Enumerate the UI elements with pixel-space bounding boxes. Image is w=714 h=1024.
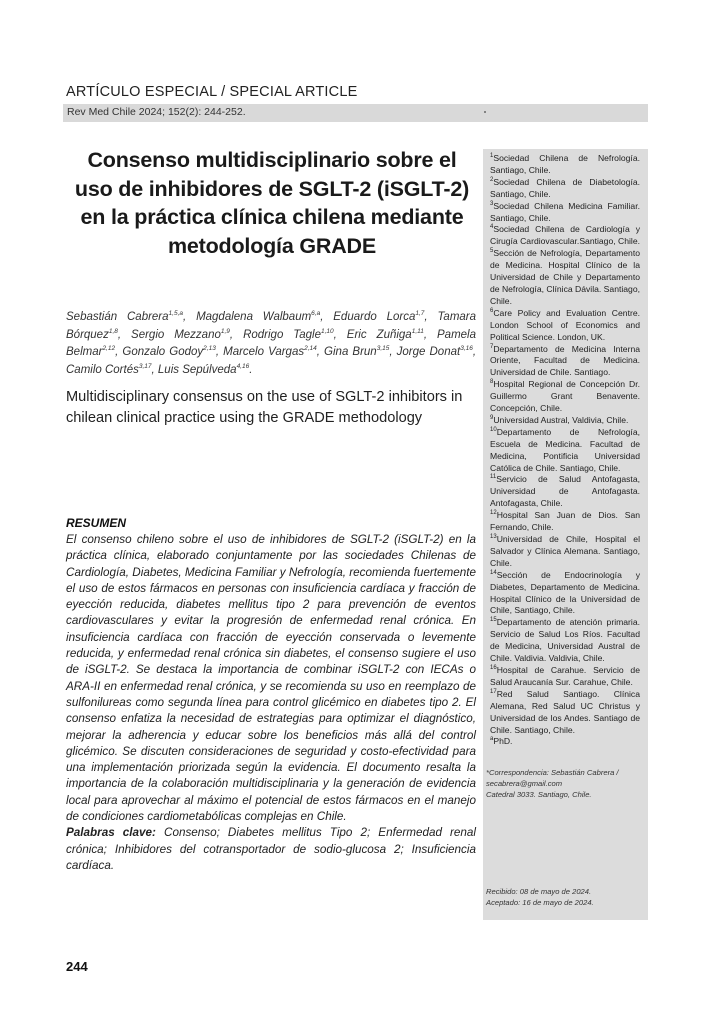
correspondence-line: *Correspondencia: Sebastián Cabrera / secabrera@gmail.com — [486, 768, 619, 788]
author-separator: , — [389, 346, 397, 358]
affiliation-item — [490, 415, 640, 427]
affiliation-marker: 8 — [490, 379, 494, 386]
author-separator: , — [320, 311, 334, 323]
author-affiliation-marker: 1,11 — [411, 327, 424, 335]
author-separator: , — [316, 346, 325, 358]
affiliation-item — [490, 224, 640, 248]
author-name: Luis Sepúlveda — [157, 363, 237, 376]
author-affiliation-marker: 1,7 — [415, 310, 425, 318]
author — [324, 346, 397, 358]
affiliation-text: Sociedad Chilena Medicina Familiar. Santiago, Chile. — [490, 200, 640, 223]
author-name: Marcelo Vargas — [223, 346, 305, 358]
author — [131, 329, 243, 341]
affiliations-sidebar — [483, 149, 648, 920]
affiliation-item — [490, 474, 640, 510]
author-name: Rodrigo Tagle — [243, 328, 321, 341]
accepted-date: Aceptado: 16 de mayo de 2024. — [486, 897, 594, 907]
affiliation-text: Hospital de Carahue. Servicio de Salud Araucanía Sur. Carahue, Chile. — [490, 664, 640, 687]
author — [243, 329, 347, 341]
affiliation-text: Servicio de Salud Antofagasta, Universidad de Antofagasta. Antofagasta, Chile. — [490, 474, 640, 509]
author — [397, 346, 476, 358]
affiliation-marker: 7 — [490, 343, 494, 350]
author — [66, 364, 158, 376]
received-date: Recibido: 08 de mayo de 2024. — [486, 887, 592, 896]
affiliation-item — [490, 153, 640, 177]
affiliation-text: Sociedad Chilena de Nefrología. Santiago, Chile. — [490, 153, 640, 175]
resumen-body — [66, 532, 476, 874]
affiliation-marker: a — [490, 736, 494, 743]
affiliation-marker: 17 — [490, 688, 497, 695]
author — [333, 311, 437, 323]
author — [196, 311, 333, 323]
correspondence — [486, 768, 646, 800]
affiliation-item — [490, 665, 640, 689]
affiliation-item — [490, 177, 640, 201]
author-separator: , — [183, 311, 197, 323]
author-affiliation-marker: 1,5,a — [168, 310, 184, 318]
affiliation-marker: 11 — [490, 474, 497, 481]
author-affiliation-marker: 6,a — [311, 310, 321, 318]
author-affiliation-marker: 2,13 — [203, 345, 216, 353]
author-affiliation-marker: 1,9 — [220, 327, 230, 335]
affiliation-text: Sociedad Chilena de Diabetología. Santiago, Chile. — [490, 176, 640, 199]
affiliation-item — [490, 201, 640, 225]
resumen-text: El consenso chileno sobre el uso de inhibidores de SGLT-2 (iSGLT-2) en la práctica clínica, elaborado conjuntamente por las sociedades Chilenas de Cardiología, Diabetes, Medicina Familiar y Nefrología, recomienda fuertemente el uso de estos fármacos en personas con insuficiencia cardíaca y fracción de eyección reducida, diabetes mellitus tipo 2 para prevención de eventos cardiovasculares y evitar la progresión de enfermedad renal crónica. En insuficiencia cardíaca con fracción de eyección conservada o levemente reducida, y enfermedad renal crónica sin diabetes, el consenso sugiere el uso de iSGLT-2. Se destaca la importancia de combinar iSGLT-2 con IECAs o ARA-II en enfermedad renal crónica, y se recomienda su uso en reemplazo de sulfonilureas como segunda línea para control glicémico en diabetes tipo 2. El consenso enfatiza la necesidad de estrategias para optimizar el diagnóstico, mejorar la adherencia y educar sobre los beneficios más allá del control glicémico. Se discuten consideraciones de seguridad y costo-efectividad para una implementación priorizada según la evidencia. El documento resalta la importancia de la colaboración multidisciplinaria y la generación de evidencia local para aprovechar al máximo el potencial de estos fármacos en el manejo de condiciones cardiometabólicas complejas en Chile. — [66, 533, 476, 824]
author-name: Sebastián Cabrera — [66, 311, 169, 323]
resumen-heading: RESUMEN — [66, 516, 127, 530]
author-name: Jorge Donat — [396, 346, 461, 358]
author-name: Magdalena Walbaum — [196, 311, 312, 323]
author-separator: , — [333, 328, 347, 341]
affiliation-text: Departamento de Medicina Interna Oriente, Facultad de Medicina. Universidad de Chile. Santiago. — [490, 343, 640, 378]
citation-bar — [63, 104, 648, 122]
affiliation-marker: 12 — [490, 510, 497, 517]
author-affiliation-marker: 3,15 — [376, 345, 390, 353]
affiliation-item — [490, 308, 640, 344]
affiliation-marker: 2 — [490, 176, 494, 183]
page-number: 244 — [66, 959, 88, 974]
affiliation-item — [490, 344, 640, 380]
author — [66, 311, 196, 323]
author — [223, 346, 324, 358]
author-affiliation-marker: 2,12 — [102, 345, 116, 353]
author-name: Sergio Mezzano — [131, 328, 221, 341]
affiliation-marker: 1 — [490, 153, 494, 160]
affiliation-text: Departamento de atención primaria. Servicio de Salud Los Ríos. Facultad de Medicina, Universidad Austral de Chile. Valdivia. Valdivia, Chile. — [490, 617, 640, 664]
affiliation-marker: 14 — [490, 569, 497, 576]
author-affiliation-marker: 3,17 — [138, 362, 152, 370]
correspondence-address: Catedral 3033. Santiago, Chile. — [486, 789, 592, 799]
section-label: ARTÍCULO ESPECIAL / SPECIAL ARTICLE — [66, 84, 358, 100]
author-name: Eric Zuñiga — [346, 328, 412, 341]
author-separator: , — [215, 346, 224, 358]
author-separator: , — [424, 311, 438, 323]
author — [347, 329, 437, 341]
author-affiliation-marker: 2,14 — [304, 345, 317, 353]
affiliation-text: Hospital Regional de Concepción Dr. Guillermo Grant Benavente. Concepción, Chile. — [490, 379, 640, 414]
author-affiliation-marker: 1,10 — [321, 327, 334, 335]
author-name: Gonzalo Godoy — [122, 346, 204, 358]
affiliation-text: Sección de Endocrinología y Diabetes, Departamento de Medicina. Hospital Clínico de la Universidad de Chile, Santiago, Chile. — [490, 569, 640, 616]
affiliation-marker: 16 — [490, 665, 497, 672]
decorative-dot — [484, 111, 486, 113]
affiliation-item — [490, 570, 640, 618]
affiliation-marker: 6 — [490, 307, 494, 314]
author-name: Tamara Bórquez — [66, 311, 477, 341]
affiliation-text: Care Policy and Evaluation Centre. London School of Economics and Political Science. London, UK. — [490, 307, 640, 342]
affiliation-text: Red Salud Santiago. Clínica Alemana, Red Salud UC Christus y Universidad de los Andes. Santiago de Chile. Santiago, Chile. — [490, 688, 640, 735]
affiliation-text: Sección de Nefrología, Departamento de Medicina. Hospital Clínico de la Universidad de Chile y Departamento de Nefrología, Clínica Dávila. Santiago, Chile. — [490, 248, 640, 306]
author — [158, 364, 253, 376]
keywords-label: Palabras clave: — [66, 826, 156, 840]
author-separator: , — [151, 363, 158, 376]
affiliation-marker: 9 — [490, 415, 494, 422]
affiliation-item — [490, 736, 640, 748]
english-title: Multidisciplinary consensus on the use of SGLT-2 inhibitors in chilean clinical practice using the GRADE methodology — [66, 389, 463, 426]
author-separator: , — [472, 346, 477, 358]
author-name: Pamela Belmar — [66, 328, 477, 358]
author-separator: , — [229, 328, 244, 341]
affiliation-marker: 13 — [490, 534, 497, 541]
citation-text: Rev Med Chile 2024; 152(2): 244-252. — [67, 106, 246, 118]
affiliation-marker: 15 — [490, 617, 497, 624]
affiliation-text: Hospital San Juan de Dios. San Fernando, Chile. — [490, 510, 640, 533]
author-name: Camilo Cortés — [66, 363, 139, 376]
affiliation-item — [490, 617, 640, 665]
affiliation-marker: 5 — [490, 248, 494, 255]
affiliation-text: Universidad de Chile, Hospital el Salvador y Clínica Alemana. Santiago, Chile. — [490, 534, 640, 568]
author — [122, 346, 223, 358]
affiliation-item — [490, 510, 640, 534]
affiliation-item — [490, 534, 640, 570]
affiliation-text: Universidad Austral, Valdivia, Chile. — [493, 414, 629, 425]
article-dates — [486, 887, 646, 909]
affiliation-text: Departamento de Nefrología, Escuela de Medicina. Facultad de Medicina, Pontificia Universidad Católica de Chile. Santiago, Chile. — [490, 426, 640, 473]
article-title: Consenso multidisciplinario sobre el uso de inhibidores de SGLT-2 (iSGLT-2) en la práctica clínica chilena mediante metodología GRADE — [74, 148, 470, 258]
author-affiliation-marker: 1,8 — [108, 327, 118, 335]
affiliation-marker: 4 — [490, 224, 494, 231]
affiliation-item — [490, 427, 640, 475]
author-separator: . — [249, 363, 253, 376]
author-affiliation-marker: 3,16 — [460, 345, 473, 353]
affiliation-marker: 10 — [490, 426, 497, 433]
author-name: Eduardo Lorca — [333, 311, 416, 323]
affiliation-item — [490, 689, 640, 737]
affiliation-list — [490, 153, 640, 748]
author-name: Gina Brun — [324, 346, 377, 358]
author-list — [66, 309, 476, 379]
author-affiliation-marker: 4,16 — [236, 362, 250, 370]
affiliation-text: PhD. — [493, 736, 513, 747]
author-separator: , — [115, 346, 123, 358]
affiliation-item — [490, 379, 640, 415]
author-separator: , — [117, 328, 132, 341]
author-separator: , — [423, 328, 438, 341]
affiliation-item — [490, 248, 640, 308]
keywords-text: Consenso; Diabetes mellitus Tipo 2; Enfermedad renal crónica; Inhibidores del cotransportador de sodio-glucosa 2; Insuficiencia cardíaca. — [66, 826, 476, 872]
affiliation-marker: 3 — [490, 200, 494, 207]
affiliation-text: Sociedad Chilena de Cardiología y Cirugía Cardiovascular.Santiago, Chile. — [490, 224, 640, 247]
